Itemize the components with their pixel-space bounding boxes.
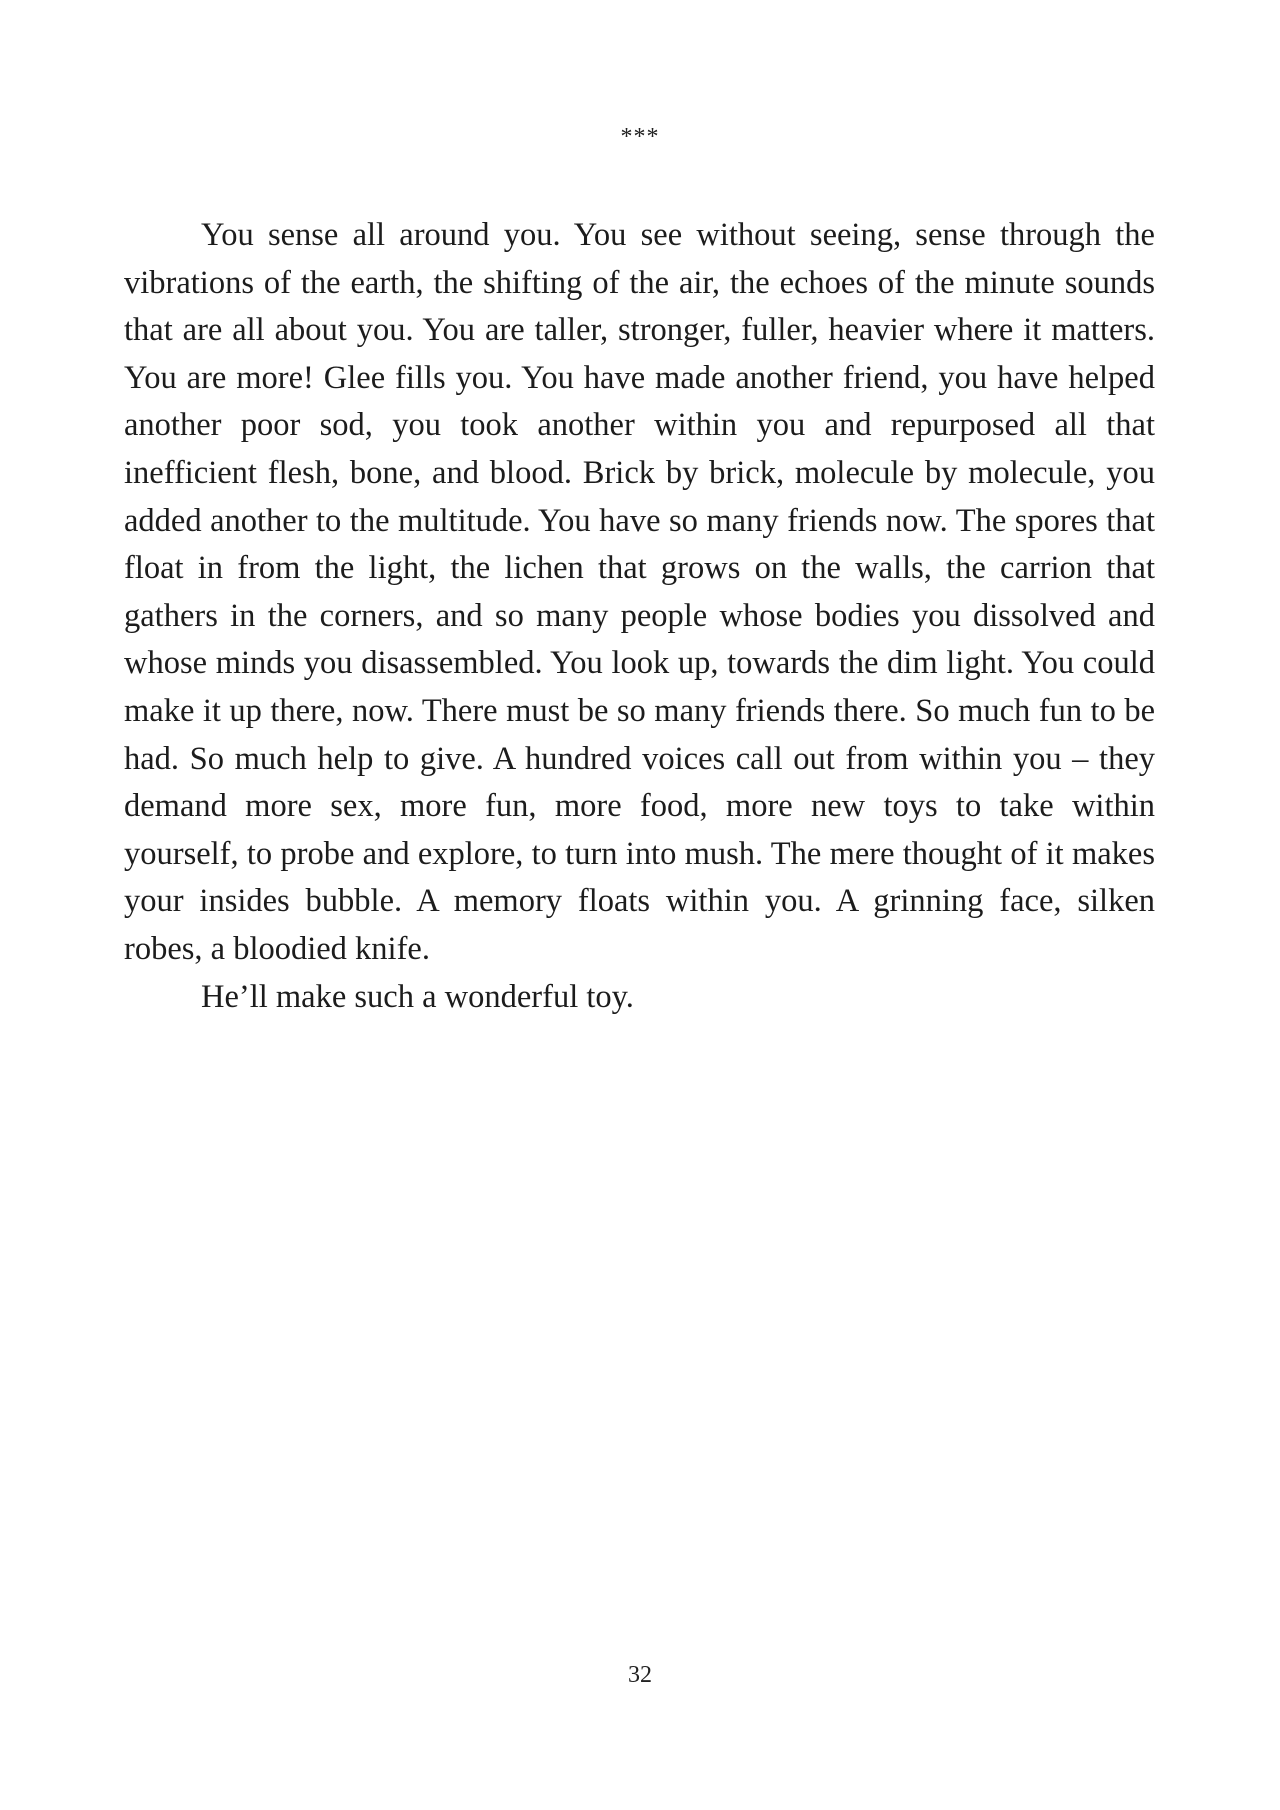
page-number: 32: [628, 1662, 652, 1688]
scene-break: ***: [620, 124, 660, 150]
paragraph: You sense all around you. You see without seeing, sense through the vibrations of the earth, the shifting of the air, the echoes of the minute sounds that are all about you. You are taller, stronger, fuller, heavier where it matters. You are more! Glee fills you. You have made another friend, you have helped another poor sod, you took another within you and repurposed all that inefficient flesh, bone, and blood. Brick by brick, molecule by molecule, you added another to the multitude. You have so many friends now. The spores that float in from the light, the lichen that grows on the walls, the carrion that gathers in the corners, and so many people whose bodies you dissolved and whose minds you disassembled. You look up, towards the dim light. You could make it up there, now. There must be so many friends there. So much fun to be had. So much help to give. A hundred voices call out from within you – they demand more sex, more fun, more food, more new toys to take within yourself, to probe and explore, to turn into mush. The mere thought of it makes your insides bubble. A memory floats within you. A grinning face, silken robes, a bloodied knife.: [124, 217, 1155, 967]
paragraph: He’ll make such a wonderful toy.: [201, 978, 634, 1015]
body-text: [124, 212, 1155, 1021]
